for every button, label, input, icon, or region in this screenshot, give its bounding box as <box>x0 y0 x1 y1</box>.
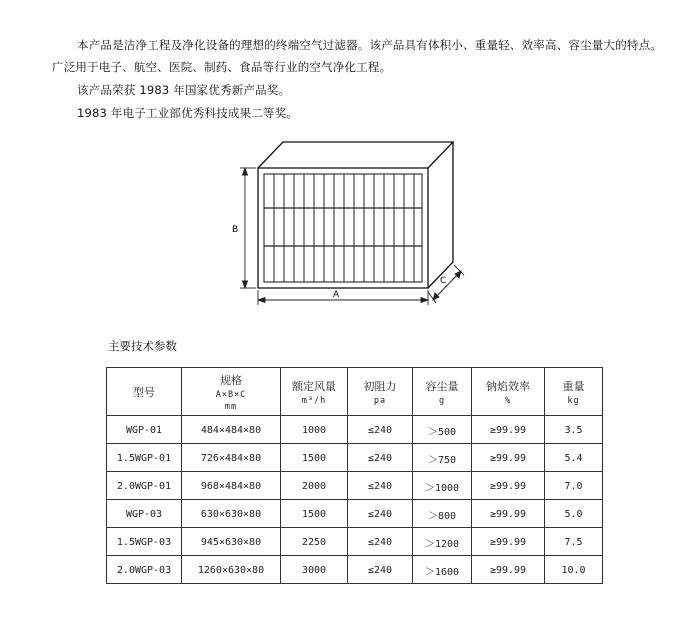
header-size-unit: mm <box>224 401 238 412</box>
spec-table <box>106 367 603 584</box>
cell-airflow: 2250 <box>281 528 348 556</box>
cell-dust-capacity: ＞1200 <box>413 528 472 556</box>
header-weight-label: 重量 <box>562 379 585 393</box>
cell-airflow: 1500 <box>281 500 348 528</box>
filter-dimension-diagram <box>228 140 488 310</box>
cell-size: 726×484×80 <box>182 444 281 472</box>
header-airflow-unit: m³/h <box>301 395 327 406</box>
cell-efficiency: ≥99.99 <box>472 444 545 472</box>
filter-top-face <box>258 142 453 168</box>
header-resistance <box>348 368 413 416</box>
cell-airflow: 2000 <box>281 472 348 500</box>
cell-airflow: 3000 <box>281 556 348 584</box>
cell-resistance: ≤240 <box>348 500 413 528</box>
cell-size: 630×630×80 <box>182 500 281 528</box>
table-row <box>107 472 603 500</box>
cell-dust-capacity: ＞500 <box>413 416 472 444</box>
cell-dust-capacity: ＞800 <box>413 500 472 528</box>
cell-efficiency: ≥99.99 <box>472 556 545 584</box>
header-size-label: 规格 <box>220 373 242 387</box>
header-resistance-unit: pa <box>373 395 387 406</box>
header-model-label: 型号 <box>133 385 155 399</box>
cell-airflow: 1000 <box>281 416 348 444</box>
cell-model: WGP-01 <box>107 416 182 444</box>
cell-model: 1.5WGP-03 <box>107 528 182 556</box>
header-dust-capacity-label: 容尘量 <box>425 379 459 393</box>
cell-size: 484×484×80 <box>182 416 281 444</box>
cell-model: 2.0WGP-01 <box>107 472 182 500</box>
table-row <box>107 444 603 472</box>
header-efficiency-label: 钠焰效率 <box>486 379 530 393</box>
cell-resistance: ≤240 <box>348 472 413 500</box>
award-line-2: 1983 年电子工业部优秀科技成果二等奖。 <box>77 106 299 120</box>
intro-paragraph-line1-continued: 广泛用于电子、航空、医院、制药、食品等行业的空气净化工程。 <box>52 60 392 74</box>
header-dust-capacity-unit: g <box>438 395 446 406</box>
intro-paragraph-line1: 本产品是洁净工程及净化设备的理想的终端空气过滤器。该产品具有体积小、重量轻、效率高、容尘量大的特点。 <box>77 38 662 52</box>
table-row <box>107 500 603 528</box>
header-airflow-label: 额定风量 <box>292 379 336 393</box>
cell-efficiency: ≥99.99 <box>472 472 545 500</box>
cell-resistance: ≤240 <box>348 416 413 444</box>
cell-resistance: ≤240 <box>348 528 413 556</box>
table-row <box>107 556 603 584</box>
cell-efficiency: ≥99.99 <box>472 500 545 528</box>
header-efficiency-unit: % <box>504 395 512 406</box>
cell-resistance: ≤240 <box>348 556 413 584</box>
label-a: A <box>333 290 340 300</box>
header-model <box>107 368 182 416</box>
award-line-1: 该产品荣获 1983 年国家优秀新产品奖。 <box>77 83 291 97</box>
header-resistance-label: 初阻力 <box>363 379 397 393</box>
dimension-a <box>258 290 428 305</box>
cell-weight: 7.5 <box>545 528 603 556</box>
header-weight-unit: kg <box>567 395 580 406</box>
table-header-row <box>107 368 603 416</box>
dimension-b <box>240 168 256 288</box>
header-airflow <box>281 368 348 416</box>
cell-resistance: ≤240 <box>348 444 413 472</box>
table-row <box>107 528 603 556</box>
cell-airflow: 1500 <box>281 444 348 472</box>
cell-model: WGP-03 <box>107 500 182 528</box>
cell-size: 968×484×80 <box>182 472 281 500</box>
header-size <box>182 368 281 416</box>
header-efficiency <box>472 368 545 416</box>
cell-weight: 3.5 <box>545 416 603 444</box>
filter-media-grid <box>264 174 422 282</box>
cell-model: 2.0WGP-03 <box>107 556 182 584</box>
cell-model: 1.5WGP-01 <box>107 444 182 472</box>
cell-dust-capacity: ＞750 <box>413 444 472 472</box>
cell-dust-capacity: ＞1000 <box>413 472 472 500</box>
header-dust-capacity <box>413 368 472 416</box>
cell-weight: 5.0 <box>545 500 603 528</box>
label-c: C <box>440 276 447 286</box>
header-size-dims: A×B×C <box>215 389 247 400</box>
table-row <box>107 416 603 444</box>
cell-efficiency: ≥99.99 <box>472 416 545 444</box>
cell-size: 945×630×80 <box>182 528 281 556</box>
cell-dust-capacity: ＞1600 <box>413 556 472 584</box>
cell-efficiency: ≥99.99 <box>472 528 545 556</box>
cell-weight: 7.0 <box>545 472 603 500</box>
label-b: B <box>232 225 239 235</box>
cell-weight: 10.0 <box>545 556 603 584</box>
cell-size: 1260×630×80 <box>182 556 281 584</box>
section-title: 主要技术参数 <box>108 339 177 353</box>
cell-weight: 5.4 <box>545 444 603 472</box>
header-weight <box>545 368 603 416</box>
